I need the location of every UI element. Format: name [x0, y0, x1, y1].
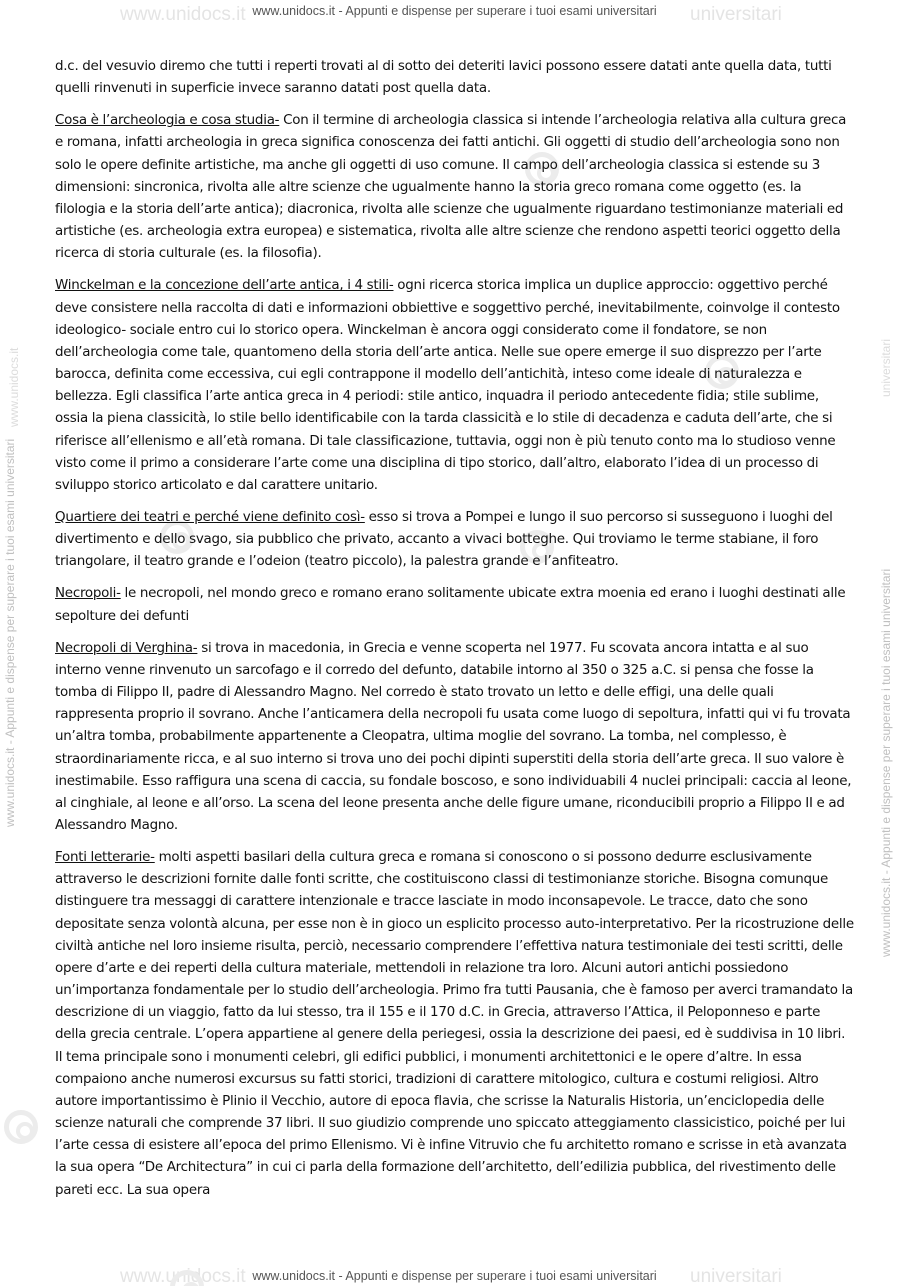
watermark-ghost-top-right: universitari — [690, 4, 782, 25]
watermark-left-side: www.unidocs.it - Appunti e dispense per superare i tuoi esami universitari — [3, 438, 17, 827]
section-heading: Necropoli- — [55, 586, 121, 602]
watermark-header: www.unidocs.it - Appunti e dispense per superare i tuoi esami universitari — [252, 4, 657, 18]
section-quartiere-teatri — [55, 507, 855, 573]
section-archeologia — [55, 110, 855, 265]
watermark-right-side: www.unidocs.it - Appunti e dispense per superare i tuoi esami universitari — [879, 568, 893, 957]
intro-paragraph: d.c. del vesuvio diremo che tutti i reperti trovati al di sotto dei deteriti lavici possono essere datati ante quella data, tutti quelli rinvenuti in superficie invece saranno datati post quella data. — [55, 59, 832, 97]
section-heading: Cosa è l’archeologia e cosa studia- — [55, 113, 280, 129]
watermark-ghost-bottom-left: www.unidocs.it — [120, 1266, 246, 1286]
section-heading: Fonti letterarie- — [55, 850, 155, 866]
watermark-ghost-top-left: www.unidocs.it — [120, 4, 246, 25]
section-text: esso si trova a Pompei e lungo il suo percorso si susseguono i luoghi del divertimento e dello svago, sia pubblico che privato, accanto a vivaci botteghe. Qui troviamo le terme stabiane, il foro triangolare, il teatro grande e l’odeion (teatro piccolo), la palestra grande e l’anfiteatro. — [55, 509, 833, 570]
section-heading: Quartiere dei teatri e perché viene definito così- — [55, 509, 365, 525]
watermark-left-faint: www.unidocs.it — [7, 347, 21, 427]
section-fonti-letterarie — [55, 847, 855, 1202]
document-body — [55, 56, 855, 1212]
section-text: si trova in macedonia, in Grecia e venne scoperta nel 1977. Fu scovata ancora intatta e al suo interno venne rinvenuto un sarcofago e il corredo del defunto, databile intorno al 350 o 325 a.C. si pensa che fosse la tomba di Filippo II, padre di Alessandro Magno. Nel corredo è stato trovato un letto e delle effigi, una delle quali rappresenta proprio il sovrano. Anche l’anticamera della necropoli fu usata come luogo di sepoltura, infatti qui vi fu trovata un’altra tomba, probabilmente appartenente a Cleopatra, ultima moglie del sovrano. La tomba, nel complesso, è straordinariamente ricca, e al suo interno si trova uno dei pochi dipinti superstiti della storia dell’arte greca. Il suo valore è inestimabile. Esso raffigura una scena di caccia, su fondale boscoso, e sono individuabili 4 nuclei principali: caccia al leone, al cinghiale, al leone e all’orso. La scena del leone presenta anche delle figure umane, riconducibili proprio a Filippo II e ad Alessandro Magno. — [55, 640, 852, 833]
section-text: le necropoli, nel mondo greco e romano erano solitamente ubicate extra moenia ed erano i luoghi destinati alle sepolture dei defunti — [55, 586, 846, 624]
watermark-logo-icon — [4, 1110, 38, 1144]
section-text: Con il termine di archeologia classica si intende l’archeologia relativa alla cultura greca e romana, infatti archeologia in greca significa conoscenza dei fatti antichi. Gli oggetti di studio dell’archeologia sono non solo le opere definite artistiche, ma anche gli oggetti di uso comune. Il campo dell’archeologia classica si estende su 3 dimensioni: sincronica, rivolta alle altre scienze che ugualmente hanno la storia greco romana come oggetto (es. la filologia e la storia dell’arte antica); diacronica, rivolta alle scienze che ugualmente riguardano testimonianze materiali ed artistiche (es. archeologia extra europea) e sistematica, rivolta alle altre scienze che rendono aspetti teorici oggetto della ricerca di storia culturale (es. la filosofia). — [55, 113, 847, 262]
section-necropoli — [55, 583, 855, 627]
section-winckelman — [55, 275, 855, 497]
watermark-footer: www.unidocs.it - Appunti e dispense per superare i tuoi esami universitari — [252, 1269, 657, 1283]
section-verghina — [55, 638, 855, 837]
watermark-ghost-bottom-right: universitari — [690, 1266, 782, 1286]
watermark-right-faint: universitari — [879, 338, 893, 397]
section-text: molti aspetti basilari della cultura greca e romana si conoscono o si possono dedurre esclusivamente attraverso le descrizioni fornite dalle fonti scritte, che costituiscono classi di testimonianze storiche. Bisogna comunque distinguere tra messaggi di carattere intenzionale e tracce lasciate in modo inconsapevole. Le tracce, dato che sono depositate senza volontà alcuna, per esse non è in gioco un esplicito processo auto-interpretativo. Per la ricostruzione delle civiltà antiche nel loro insieme risulta, perciò, necessario comprendere l’effettiva natura testimoniale dei testi scritti, delle opere d’arte e dei reperti della cultura materiale, mettendoli in relazione tra loro. Alcuni autori antichi possiedono un’importanza fondamentale per lo studio dell’archeologia. Primo fra tutti Pausania, che è famoso per averci tramandato la descrizione di un viaggio, fatto da lui stesso, tra il 155 e il 170 d.C. in Grecia, attraverso l’Attica, il Peloponneso e parte della grecia centrale. L’opera appartiene al genere della periegesi, ossia la descrizione dei paesi, ed è suddivisa in 10 libri. Il tema principale sono i monumenti celebri, gli edifici pubblici, i monumenti architettonici e le opere d’altre. In essa compaiono anche numerosi excursus su fatti storici, tradizioni di carattere mitologico, cultura e costumi religiosi. Altro autore importantissimo è Plinio il Vecchio, autore di epoca flavia, che scrisse la Naturalis Historia, un’enciclopedia delle scienze naturali che comprende 37 libri. Il suo giudizio comprende uno spiccato atteggiamento classicistico, poiché per lui l’arte cessa di esistere all’epoca del primo Ellenismo. Vi è infine Vitruvio che fu architetto romano e scrisse in età avanzata la sua opera “De Architectura” in cui ci parla della formazione dell’architetto, dell’edilizia pubblica, del rivestimento delle pareti ecc. La sua opera — [55, 850, 854, 1198]
section-text: ogni ricerca storica implica un duplice approccio: oggettivo perché deve consistere nella raccolta di dati e informazioni obbiettive e soggettivo perché, inevitabilmente, coinvolge il contesto ideologico- sociale entro cui lo storico opera. Winckelman è ancora oggi considerato come il fondatore, se non dell’archeologia come tale, quantomeno della storia dell’arte antica. Nelle sue opere emerge il suo disprezzo per l’arte barocca, definita come eccessiva, cui egli contrappone il modello dell’antichità, inteso come ideale di naturalezza e bellezza. Egli classifica l’arte antica greca in 4 periodi: stile antico, inquadra il periodo antecedente fidia; stile sublime, ossia la piena classicità, lo stile bello identificabile con la tarda classicità e lo stile di decadenza e caduta dell’arte, che si riferisce all’ellenismo e all’età romana. Di tale classificazione, tuttavia, oggi non è più tenuto conto ma lo studioso venne visto come il primo a considerare l’arte come una disciplina di tipo storico, dall’altro, elaborato l’idea di un processo di sviluppo storico articolato e dal carattere unitario. — [55, 278, 840, 493]
section-heading: Necropoli di Verghina- — [55, 640, 198, 656]
section-heading: Winckelman e la concezione dell’arte antica, i 4 stili- — [55, 278, 394, 294]
